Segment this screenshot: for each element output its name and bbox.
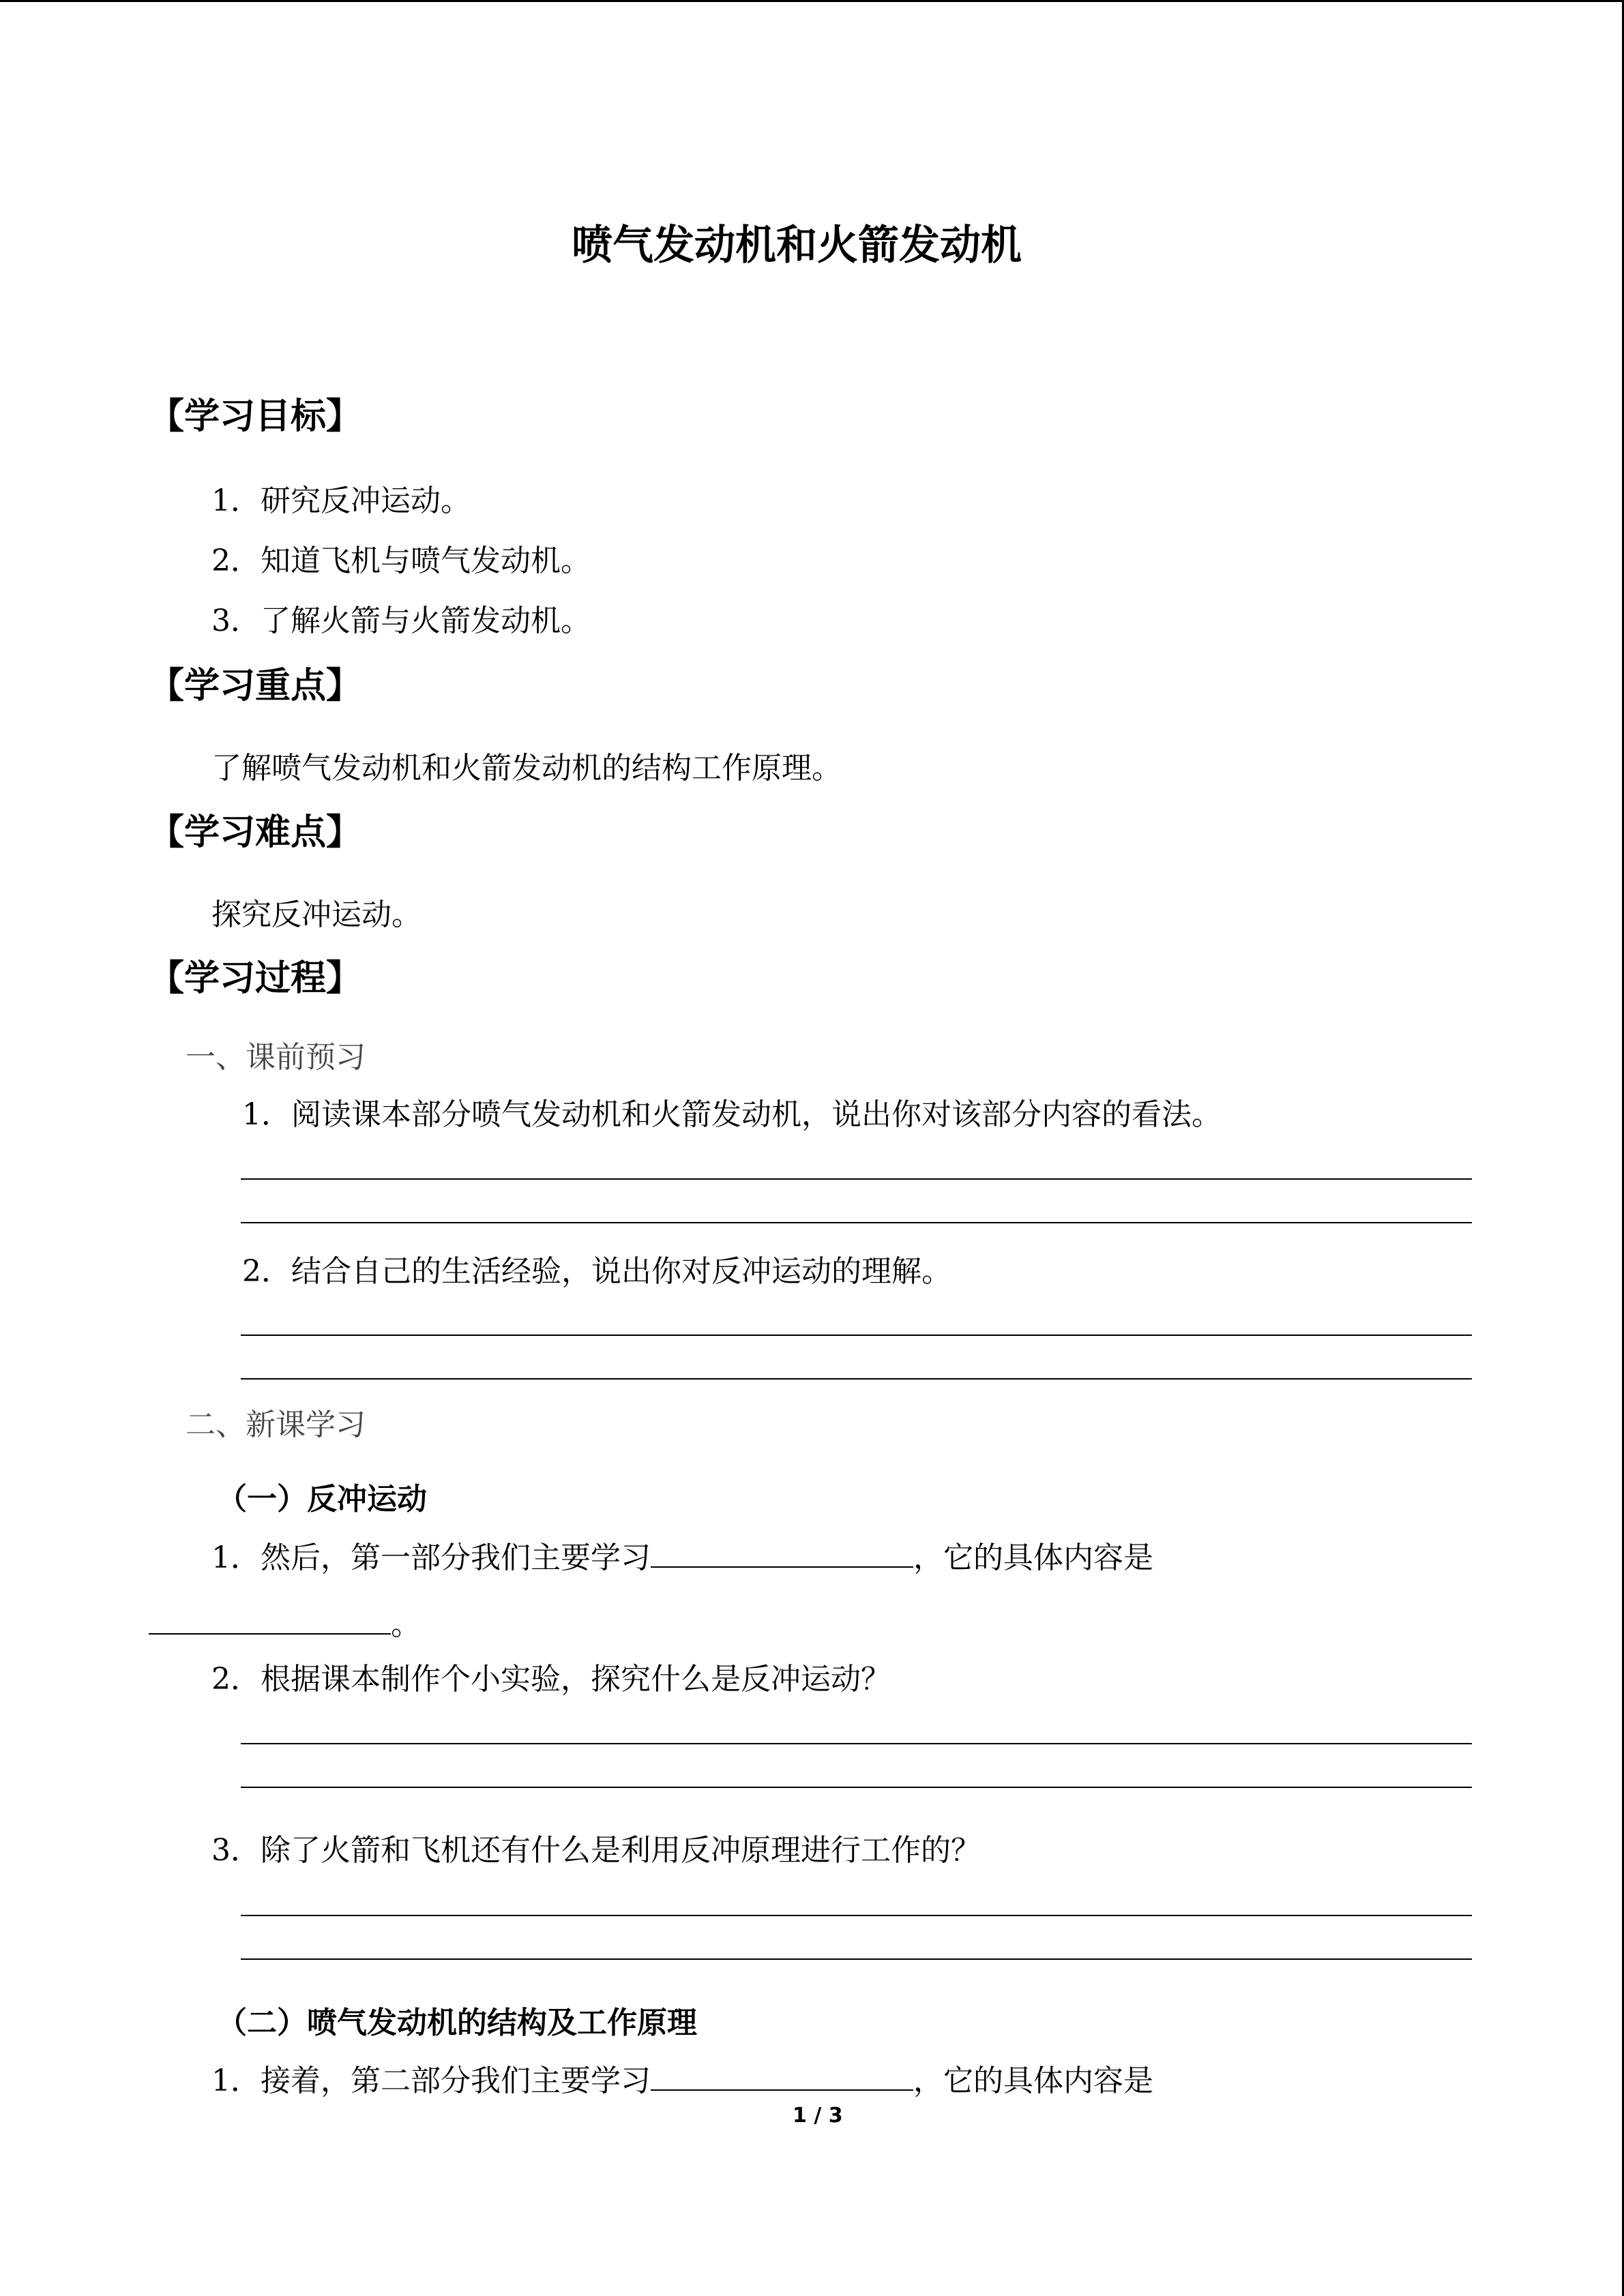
part2-question-1 (211, 2056, 1153, 2100)
fill-blank[interactable] (149, 1603, 391, 1635)
answer-line[interactable] (241, 1222, 1472, 1223)
part1-question-3: 3．除了火箭和飞机还有什么是利用反冲原理进行工作的？ (211, 1833, 981, 1868)
part1-question-1 (211, 1533, 1153, 1577)
heading-process: 【学习过程】 (149, 958, 362, 999)
fill-blank[interactable] (651, 1536, 913, 1568)
preview-label: 一、课前预习 (186, 1040, 366, 1075)
answer-line[interactable] (241, 1178, 1472, 1180)
heading-key-points: 【学习重点】 (149, 666, 362, 706)
part2-title: （二）喷气发动机的结构及工作原理 (217, 2006, 697, 2040)
answer-line[interactable] (241, 1335, 1472, 1336)
key-points-text: 了解喷气发动机和火箭发动机的结构工作原理。 (211, 751, 842, 786)
preview-question-2: 2．结合自己的生活经验，说出你对反冲运动的理解。 (242, 1254, 951, 1289)
heading-goals: 【学习目标】 (149, 396, 362, 437)
answer-line[interactable] (241, 1915, 1472, 1916)
heading-difficult-points: 【学习难点】 (149, 812, 362, 853)
part2-question-1-text-a: 1．接着，第二部分我们主要学习 (211, 2063, 651, 2098)
answer-line[interactable] (241, 1958, 1472, 1960)
answer-line[interactable] (241, 1787, 1472, 1788)
page-top-border (0, 0, 1624, 2)
goal-item-2: 2．知道飞机与喷气发动机。 (211, 543, 591, 578)
answer-line[interactable] (241, 1378, 1472, 1380)
part1-question-1-text-a: 1．然后，第一部分我们主要学习 (211, 1540, 651, 1575)
part1-question-2: 2．根据课本制作个小实验，探究什么是反冲运动？ (211, 1662, 891, 1697)
goal-item-3: 3．了解火箭与火箭发动机。 (211, 603, 591, 638)
part1-title: （一）反冲运动 (217, 1482, 427, 1517)
page-number: 1 / 3 (793, 2104, 843, 2128)
part1-question-1-continuation (149, 1600, 421, 1643)
difficult-points-text: 探究反冲运动。 (211, 897, 422, 932)
period: 。 (391, 1607, 421, 1642)
answer-line[interactable] (241, 1743, 1472, 1744)
fill-blank[interactable] (651, 2059, 913, 2091)
goal-item-1: 1．研究反冲运动。 (211, 483, 471, 518)
part1-question-1-text-b: ，它的具体内容是 (913, 1540, 1153, 1575)
part2-question-1-text-b: ，它的具体内容是 (913, 2063, 1153, 2098)
preview-question-1: 1．阅读课本部分喷气发动机和火箭发动机，说出你对该部分内容的看法。 (242, 1097, 1222, 1132)
page-title: 喷气发动机和火箭发动机 (572, 222, 1022, 269)
new-lesson-label: 二、新课学习 (186, 1407, 366, 1442)
